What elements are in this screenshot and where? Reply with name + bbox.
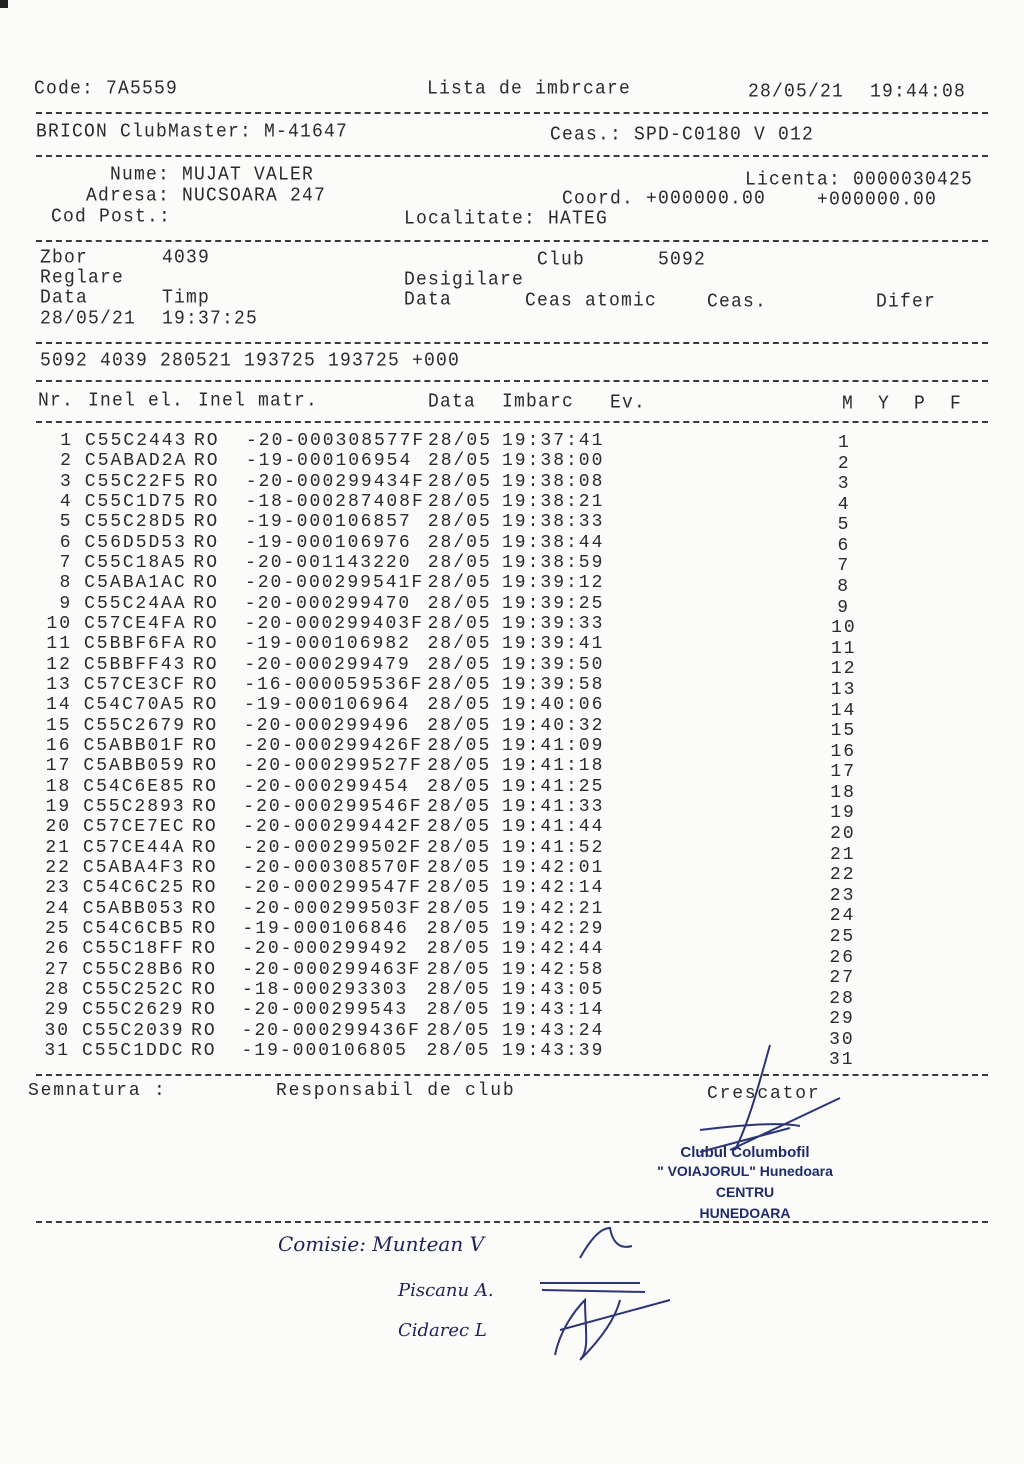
time: 19:37:41 [502, 431, 605, 451]
row-nr: 14 [46, 695, 72, 716]
row-nr: 10 [46, 613, 73, 634]
ring-el: C54C70A5 [83, 695, 187, 716]
col-m: M [842, 393, 855, 415]
ring-el: C55C28D5 [84, 512, 188, 533]
country: RO [191, 1040, 217, 1061]
date: 28/05 [427, 817, 492, 838]
country: RO [192, 654, 219, 675]
time: 19:43:05 [502, 979, 605, 1000]
country: RO [193, 573, 219, 594]
date: 28/05 [427, 552, 492, 573]
ring-matr: -20-001143220 [245, 552, 412, 573]
ring-el: C57CE7EC [83, 817, 186, 838]
semnatura-label: Semnatura : [28, 1081, 167, 1101]
ring-el: C5ABB01F [83, 735, 186, 756]
ring-el: C55C1D75 [84, 491, 188, 512]
m-value: 16 [830, 741, 857, 762]
time: 19:42:44 [502, 939, 605, 960]
timp-label: Timp [162, 287, 211, 309]
ring-el: C56D5D53 [84, 532, 187, 553]
m-value: 26 [829, 947, 856, 968]
stamp-line2: " VOIAJORUL" Hunedoara [657, 1163, 833, 1179]
country: RO [192, 695, 219, 716]
m-value: 21 [830, 844, 856, 865]
muntean-signature [580, 1228, 632, 1258]
handwritten-cidarec: Cidarec L [398, 1320, 487, 1341]
col-nr: Nr. [38, 390, 75, 412]
ring-matr: -19-000106954 [245, 451, 413, 472]
licence: Licenta: 0000030425 [745, 169, 974, 191]
country: RO [192, 796, 218, 817]
m-value: 8 [837, 577, 851, 598]
ring-matr: -20-000299426F [243, 735, 423, 756]
m-value: 19 [830, 803, 856, 824]
ring-matr: -18-000287408F [245, 491, 425, 512]
time: 19:41:09 [502, 735, 605, 756]
ring-el: C55C2443 [85, 431, 188, 451]
m-value: 3 [837, 474, 851, 495]
row-nr: 7 [59, 552, 73, 573]
date: 28/05 [426, 857, 491, 878]
date: 28/05 [427, 837, 492, 858]
ring-el: C55C2893 [83, 796, 186, 817]
country: RO [191, 939, 218, 960]
row-nr: 2 [60, 451, 73, 472]
ring-matr: -20-000299479 [244, 654, 411, 675]
row-nr: 22 [45, 857, 71, 878]
date: 28/05 [426, 1040, 491, 1061]
m-value: 1 [838, 433, 851, 453]
col-y: Y [878, 393, 891, 415]
ring-matr: -20-000299454 [243, 776, 410, 797]
row-nr: 28 [44, 979, 71, 1000]
col-inel-matr: Inel matr. [198, 390, 319, 412]
m-value: 14 [830, 700, 857, 721]
ring-el: C54C6E85 [83, 776, 186, 797]
country: RO [193, 532, 220, 553]
ring-el: C55C2629 [82, 1000, 185, 1021]
ring-el: C5ABAD2A [84, 451, 188, 472]
date: 28/05 [427, 471, 492, 492]
row-nr: 9 [59, 593, 73, 614]
row-nr: 4 [59, 491, 73, 512]
date: 28/05 [426, 939, 491, 960]
code: Code: 7A5559 [34, 78, 179, 100]
ring-el: C55C252C [82, 979, 185, 1000]
date: 28/05 [426, 979, 491, 1000]
m-value: 18 [830, 782, 856, 803]
handwritten-piscanu: Piscanu A. [398, 1280, 494, 1301]
country: RO [193, 512, 220, 533]
locality: Localitate: HATEG [404, 208, 609, 230]
row-nr: 15 [46, 715, 72, 736]
reglare-date: 28/05/21 [40, 308, 137, 330]
time: 19:39:25 [502, 593, 605, 614]
col-f: F [950, 393, 963, 415]
ceas-label: Ceas. [707, 291, 768, 313]
country: RO [192, 837, 218, 858]
ring-matr: -20-000299492 [242, 939, 409, 960]
ring-matr: -20-000299436F [241, 1020, 421, 1041]
country: RO [191, 1000, 217, 1021]
row-nr: 26 [44, 939, 71, 960]
country: RO [193, 451, 220, 472]
date: 28/05 [427, 573, 492, 594]
row-nr: 12 [46, 654, 72, 675]
date: 28/05 [427, 674, 492, 695]
ring-matr: -19-000106805 [241, 1040, 408, 1061]
zbor-label: Zbor [40, 247, 89, 269]
postal-code: Cod Post.: [51, 206, 172, 228]
ring-matr: -20-000308570F [242, 857, 423, 878]
time: 19:42:21 [502, 898, 605, 919]
ring-matr: -20-000299543 [241, 1000, 409, 1021]
ring-el: C54C6CB5 [82, 918, 186, 939]
row-nr: 31 [44, 1040, 70, 1061]
ring-el: C55C18A5 [84, 552, 187, 573]
row-nr: 19 [45, 796, 72, 817]
country: RO [191, 898, 218, 919]
ring-el: C5ABA1AC [84, 573, 187, 594]
row-nr: 5 [59, 512, 73, 533]
m-value: 20 [830, 824, 856, 845]
country: RO [191, 857, 218, 878]
time: 19:38:00 [502, 451, 605, 472]
country: RO [193, 613, 219, 634]
country: RO [194, 431, 220, 451]
ring-el: C5BBFF43 [83, 654, 187, 675]
address: Adresa: NUCSOARA 247 [86, 185, 327, 207]
time: 19:42:29 [502, 918, 605, 939]
country: RO [191, 878, 218, 899]
time: 19:41:33 [502, 796, 605, 817]
date: 28/05 [426, 878, 491, 899]
country: RO [193, 471, 220, 492]
date: 28/05 [426, 898, 491, 919]
m-value: 10 [831, 618, 857, 639]
time: 19:39:50 [502, 654, 605, 675]
cidarec-signature [555, 1300, 670, 1360]
time: 19:39:58 [502, 674, 605, 695]
m-value: 5 [837, 515, 851, 536]
date: 28/05 [427, 512, 492, 533]
date: 28/05 [427, 796, 492, 817]
print-time: 19:44:08 [870, 81, 967, 103]
m-value: 31 [829, 1050, 855, 1071]
time: 19:42:14 [502, 878, 605, 899]
row-nr: 24 [45, 898, 71, 919]
time: 19:43:14 [502, 1000, 605, 1021]
ring-el: C55C2679 [83, 715, 187, 736]
ring-el: C55C24AA [84, 593, 187, 614]
ring-el: C5ABB053 [82, 898, 186, 919]
time: 19:43:39 [502, 1040, 605, 1061]
time: 19:38:44 [502, 532, 605, 553]
handwritten-commission: Comisie: Muntean V [278, 1232, 485, 1256]
m-value: 11 [831, 638, 857, 659]
ring-el: C5BBF6FA [84, 634, 187, 655]
time: 19:42:58 [502, 959, 605, 980]
date: 28/05 [426, 1020, 491, 1041]
code-line: 5092 4039 280521 193725 193725 +000 [40, 350, 461, 372]
ring-matr: -20-000299442F [243, 817, 423, 838]
ring-matr: -20-000299541F [244, 573, 425, 594]
ring-matr: -20-000299496 [243, 715, 411, 736]
ring-el: C57CE4FA [84, 613, 187, 634]
owner-name: Nume: MUJAT VALER [110, 164, 315, 186]
ring-matr: -20-000299547F [242, 878, 422, 899]
row-nr: 16 [45, 735, 72, 756]
clubmaster: BRICON ClubMaster: M-41647 [36, 121, 349, 143]
m-value: 25 [829, 926, 856, 947]
date: 28/05 [427, 776, 492, 797]
row-nr: 20 [45, 817, 72, 838]
time: 19:42:01 [502, 857, 605, 878]
m-value: 12 [830, 659, 857, 680]
country: RO [193, 552, 219, 573]
row-nr: 3 [60, 471, 73, 492]
country: RO [192, 817, 218, 838]
time: 19:40:06 [502, 695, 605, 716]
m-value: 2 [837, 453, 851, 474]
ring-matr: -20-000299434F [245, 471, 425, 492]
date: 28/05 [427, 451, 492, 472]
ring-el: C57CE3CF [83, 674, 187, 695]
row-nr: 27 [44, 959, 71, 980]
date: 28/05 [427, 735, 492, 756]
m-value: 9 [837, 597, 850, 618]
coord2: +000000.00 [817, 189, 938, 211]
date: 28/05 [427, 654, 492, 675]
stamp-line4: HUNEDOARA [699, 1205, 791, 1221]
print-date: 28/05/21 [748, 81, 845, 103]
country: RO [191, 918, 218, 939]
ring-matr: -19-000106964 [244, 695, 411, 716]
country: RO [193, 491, 220, 512]
row-nr: 17 [45, 756, 72, 777]
row-nr: 13 [46, 674, 72, 695]
ring-el: C55C28B6 [82, 959, 185, 980]
time: 19:38:59 [502, 552, 605, 573]
col-data: Data [428, 391, 477, 413]
ring-matr: -20-000299403F [244, 613, 424, 634]
date: 28/05 [427, 613, 492, 634]
data-label: Data [40, 287, 89, 309]
row-nr: 23 [45, 878, 71, 899]
stamp-line3: CENTRU [715, 1184, 775, 1200]
col-inel-el: Inel el. [88, 390, 185, 412]
time: 19:38:08 [502, 471, 605, 492]
reglare-label: Reglare [40, 267, 125, 289]
col-ev: Ev. [610, 392, 647, 414]
time: 19:40:32 [502, 715, 605, 736]
row-nr: 11 [46, 634, 72, 655]
col-imbarc: Imbarc [502, 391, 575, 413]
m-value: 6 [837, 535, 851, 556]
m-value: 17 [830, 762, 856, 783]
ring-matr: -20-000299503F [242, 898, 422, 919]
m-value: 13 [830, 679, 857, 700]
reglare-time: 19:37:25 [162, 308, 259, 330]
row-nr: 1 [60, 431, 73, 451]
ring-matr: -20-000308577F [246, 431, 426, 451]
ring-matr: -19-000106982 [244, 634, 411, 655]
m-value: 30 [829, 1029, 855, 1050]
data2-label: Data [404, 289, 453, 311]
country: RO [191, 979, 217, 1000]
date: 28/05 [428, 431, 493, 451]
ring-el: C55C22F5 [84, 471, 188, 492]
date: 28/05 [427, 634, 492, 655]
m-value: 23 [829, 885, 856, 906]
row-nr: 18 [45, 776, 72, 797]
date: 28/05 [427, 756, 492, 777]
date: 28/05 [426, 959, 491, 980]
ring-el: C54C6C25 [82, 878, 186, 899]
coord: Coord. +000000.00 [562, 188, 767, 210]
time: 19:39:33 [502, 613, 605, 634]
date: 28/05 [427, 491, 492, 512]
m-value: 27 [829, 968, 855, 989]
document-title: Lista de imbrcare [427, 78, 632, 100]
crescator-label: Crescator [707, 1084, 821, 1104]
date: 28/05 [427, 593, 492, 614]
ring-el: C5ABA4F3 [82, 857, 186, 878]
country: RO [192, 756, 218, 777]
time: 19:38:33 [502, 512, 605, 533]
ring-matr: -20-000299470 [244, 593, 412, 614]
date: 28/05 [426, 918, 491, 939]
ring-matr: -20-000299546F [243, 796, 423, 817]
ring-el: C57CE44A [83, 837, 186, 858]
time: 19:41:25 [502, 776, 605, 797]
m-value: 22 [829, 865, 856, 886]
club-value: 5092 [658, 249, 707, 271]
date: 28/05 [427, 532, 492, 553]
ring-el: C55C1DDC [82, 1040, 185, 1061]
date: 28/05 [427, 695, 492, 716]
row-nr: 29 [44, 1000, 71, 1021]
time: 19:41:52 [502, 837, 605, 858]
time: 19:43:24 [502, 1020, 605, 1041]
crescator-signature [700, 1045, 840, 1152]
ring-el: C55C2039 [82, 1020, 185, 1041]
difer-label: Difer [876, 291, 937, 313]
responsabil-label: Responsabil de club [276, 1081, 516, 1101]
col-p: P [914, 393, 927, 415]
country: RO [193, 593, 219, 614]
row-nr: 25 [45, 918, 71, 939]
m-value: 28 [829, 988, 855, 1009]
time: 19:39:12 [502, 573, 605, 594]
country: RO [191, 959, 217, 980]
piscanu-signature [540, 1283, 645, 1292]
country: RO [192, 735, 219, 756]
ring-matr: -18-000293303 [241, 979, 409, 1000]
ceas-atomic-label: Ceas atomic [525, 290, 658, 312]
ceas: Ceas.: SPD-C0180 V 012 [550, 124, 815, 146]
ring-matr: -20-000299527F [243, 756, 423, 777]
ring-el: C5ABB059 [83, 756, 186, 777]
zbor-value: 4039 [162, 247, 211, 269]
m-value: 24 [829, 906, 856, 927]
country: RO [192, 776, 218, 797]
m-value: 15 [830, 721, 857, 742]
m-value: 4 [837, 494, 851, 515]
row-nr: 8 [59, 573, 73, 594]
m-value: 29 [829, 1009, 855, 1030]
ring-matr: -20-000299502F [243, 837, 423, 858]
ring-matr: -19-000106846 [242, 918, 409, 939]
date: 28/05 [427, 715, 492, 736]
row-nr: 21 [45, 837, 71, 858]
country: RO [192, 715, 219, 736]
row-nr: 30 [44, 1020, 71, 1041]
time: 19:39:41 [502, 634, 605, 655]
m-value: 7 [837, 556, 851, 577]
date: 28/05 [426, 1000, 491, 1021]
time: 19:38:21 [502, 491, 605, 512]
ring-matr: -19-000106857 [245, 512, 412, 533]
desigilare-label: Desigilare [404, 269, 525, 291]
ring-matr: -20-000299463F [242, 959, 422, 980]
row-nr: 6 [59, 532, 73, 553]
time: 19:41:44 [502, 817, 605, 838]
country: RO [192, 674, 219, 695]
time: 19:41:18 [502, 756, 605, 777]
stamp-line1: Clubul Columbofil [680, 1144, 810, 1161]
ring-el: C55C18FF [82, 939, 185, 960]
country: RO [191, 1020, 217, 1041]
club-label: Club [537, 249, 586, 271]
country: RO [193, 634, 219, 655]
ring-matr: -19-000106976 [245, 532, 412, 553]
ring-matr: -16-000059536F [244, 674, 424, 695]
